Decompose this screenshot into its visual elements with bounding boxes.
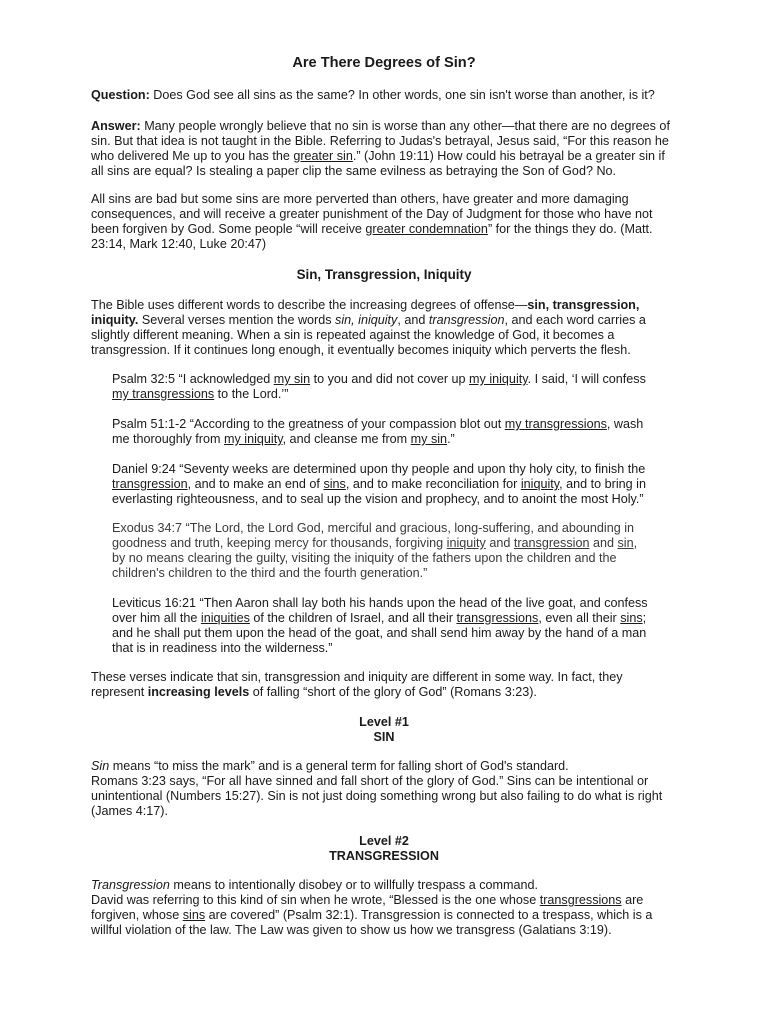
verse-text: , by no means clearing the guilty, visiting the iniquity of the fathers upon the children and the children's children to the third and the fourth generation.” <box>112 536 638 580</box>
verse-text: , and cleanse me from <box>282 432 411 446</box>
verse-text: , even all their <box>538 611 621 625</box>
degrees-text: ” for the things they do. (Matt. 23:14, Mark 12:40, Luke 20:47) <box>91 222 653 251</box>
level-1-term: Sin <box>91 759 110 773</box>
level-2-underline: transgressions <box>539 893 622 907</box>
level-1-text: means “to miss the mark” and is a general term for falling short of God's standard. <box>109 759 569 773</box>
verse-underline: sins <box>620 611 643 625</box>
verse-underline: iniquity <box>446 536 486 550</box>
words-bold: sin, transgression, iniquity. <box>91 298 640 327</box>
answer-underline: greater sin <box>293 149 353 163</box>
level-1-paragraph <box>91 759 677 819</box>
verse-text: , and to make reconciliation for <box>345 477 521 491</box>
verse-underline: my sin <box>273 372 311 386</box>
answer-text: .” (John 19:11) How could his betrayal be a greater sin if all sins are equal? Is stealing a paper clip the same evilness as betraying the Son of God? No. <box>91 149 665 178</box>
level-1-label: Level #1 <box>359 715 409 729</box>
verse-text: Leviticus 16:21 “Then Aaron shall lay both his hands upon the head of the live goat, and confess over him all the <box>112 596 648 625</box>
words-text: Several verses mention the words <box>138 313 336 327</box>
level-2-name: TRANSGRESSION <box>329 849 439 863</box>
page-title: Are There Degrees of Sin? <box>292 55 476 71</box>
level-2-heading <box>91 834 677 864</box>
verse-daniel <box>112 462 652 507</box>
answer-label: Answer: <box>91 119 141 133</box>
question-text: Does God see all sins as the same? In other words, one sin isn't worse than another, is it? <box>153 88 655 102</box>
levels-paragraph <box>91 670 677 700</box>
verse-text: , and to make an end of <box>187 477 324 491</box>
degrees-underline: greater condemnation <box>365 222 488 236</box>
words-paragraph <box>91 298 677 358</box>
verse-psalm-51 <box>112 417 652 447</box>
verse-text: of the children of Israel, and all their <box>249 611 457 625</box>
level-2-paragraph <box>91 878 677 938</box>
levels-text: of falling “short of the glory of God” (Romans 3:23). <box>249 685 537 699</box>
verse-underline: transgression <box>513 536 590 550</box>
verse-text: Exodus 34:7 “The Lord, the Lord God, merciful and gracious, long-suffering, and abounding in goodness and truth, keeping mercy for thousands, forgiving <box>112 521 635 550</box>
verse-text: and <box>485 536 514 550</box>
words-text: The Bible uses different words to describe the increasing degrees of offense— <box>91 298 528 312</box>
words-text: , and <box>397 313 429 327</box>
levels-bold: increasing levels <box>147 685 250 699</box>
verse-underline: iniquity <box>520 477 560 491</box>
verse-text: Psalm 51:1-2 “According to the greatness of your compassion blot out <box>112 417 505 431</box>
level-2-text: are forgiven, whose <box>91 893 644 922</box>
verse-underline: my transgressions <box>112 387 215 401</box>
level-2-text: David was referring to this kind of sin when he wrote, “Blessed is the one whose <box>91 893 540 907</box>
verse-exodus <box>112 521 652 581</box>
levels-text: These verses indicate that sin, transgression and iniquity are different in some way. In fact, they represent <box>91 670 623 699</box>
answer-text: Many people wrongly believe that no sin is worse than any other—that there are no degrees of sin. But that idea is not taught in the Bible. Referring to Judas's betrayal, Jesus said, “For this reason he who delivered Me up to you has the <box>91 119 670 163</box>
question-paragraph <box>91 88 677 103</box>
degrees-paragraph <box>91 192 677 252</box>
verse-underline: transgression <box>112 477 188 491</box>
verse-text: to you and did not cover up <box>310 372 470 386</box>
verse-leviticus <box>112 596 652 656</box>
level-1-name: SIN <box>373 730 395 744</box>
verse-text: , wash me thoroughly from <box>112 417 644 446</box>
verse-text: .” <box>447 432 455 446</box>
verse-text: , and to bring in everlasting righteousness, and to seal up the vision and prophecy, and to anoint the most Holy.” <box>112 477 646 506</box>
section-heading: Sin, Transgression, Iniquity <box>296 267 472 282</box>
verse-underline: sins <box>323 477 346 491</box>
level-1-heading <box>91 715 677 745</box>
level-1-text: Romans 3:23 says, “For all have sinned and fall short of the glory of God.” Sins can be intentional or unintentional (Numbers 15:27). Sin is not just doing something wrong but also failing to do what is right (James 4:17). <box>91 774 663 818</box>
verse-text: and <box>589 536 618 550</box>
words-text: , and each word carries a slightly different meaning. When a sin is repeated against the knowledge of God, it becomes a transgression. If it continues long enough, it eventually becomes iniquity which perverts the flesh. <box>91 313 646 357</box>
verse-text: . I said, ‘I will confess <box>527 372 646 386</box>
verse-text: to the Lord.’” <box>214 387 289 401</box>
answer-paragraph <box>91 119 677 179</box>
verse-text: ; and he shall put them upon the head of the goat, and shall send him away by the hand of a man that is in readiness into the wilderness.” <box>112 611 647 655</box>
level-2-term: Transgression <box>91 878 170 892</box>
verse-underline: my iniquity <box>469 372 528 386</box>
level-2-text: means to intentionally disobey or to willfully trespass a command. <box>169 878 539 892</box>
verse-underline: transgressions <box>456 611 539 625</box>
level-2-underline: sins <box>182 908 206 922</box>
verse-underline: my iniquity <box>224 432 283 446</box>
verse-underline: sin <box>617 536 634 550</box>
verse-underline: iniquities <box>200 611 250 625</box>
verse-text: Daniel 9:24 “Seventy weeks are determined upon thy people and upon thy holy city, to finish the <box>112 462 646 476</box>
level-2-label: Level #2 <box>359 834 409 848</box>
words-italic: sin, iniquity <box>335 313 398 327</box>
words-italic: transgression <box>428 313 505 327</box>
verse-text: Psalm 32:5 “I acknowledged <box>112 372 274 386</box>
verse-psalm-32 <box>112 372 652 402</box>
verse-underline: my transgressions <box>504 417 607 431</box>
question-label: Question: <box>91 88 150 102</box>
verse-underline: my sin <box>410 432 448 446</box>
degrees-text: All sins are bad but some sins are more perverted than others, have greater and more damaging consequences, and will receive a greater punishment of the Day of Judgment for those who have not been forgiven by God. Some people “will receive <box>91 192 653 236</box>
level-2-text: are covered” (Psalm 32:1). Transgression is connected to a trespass, which is a willful violation of the law. The Law was given to show us how we transgress (Galatians 3:19). <box>91 908 653 937</box>
